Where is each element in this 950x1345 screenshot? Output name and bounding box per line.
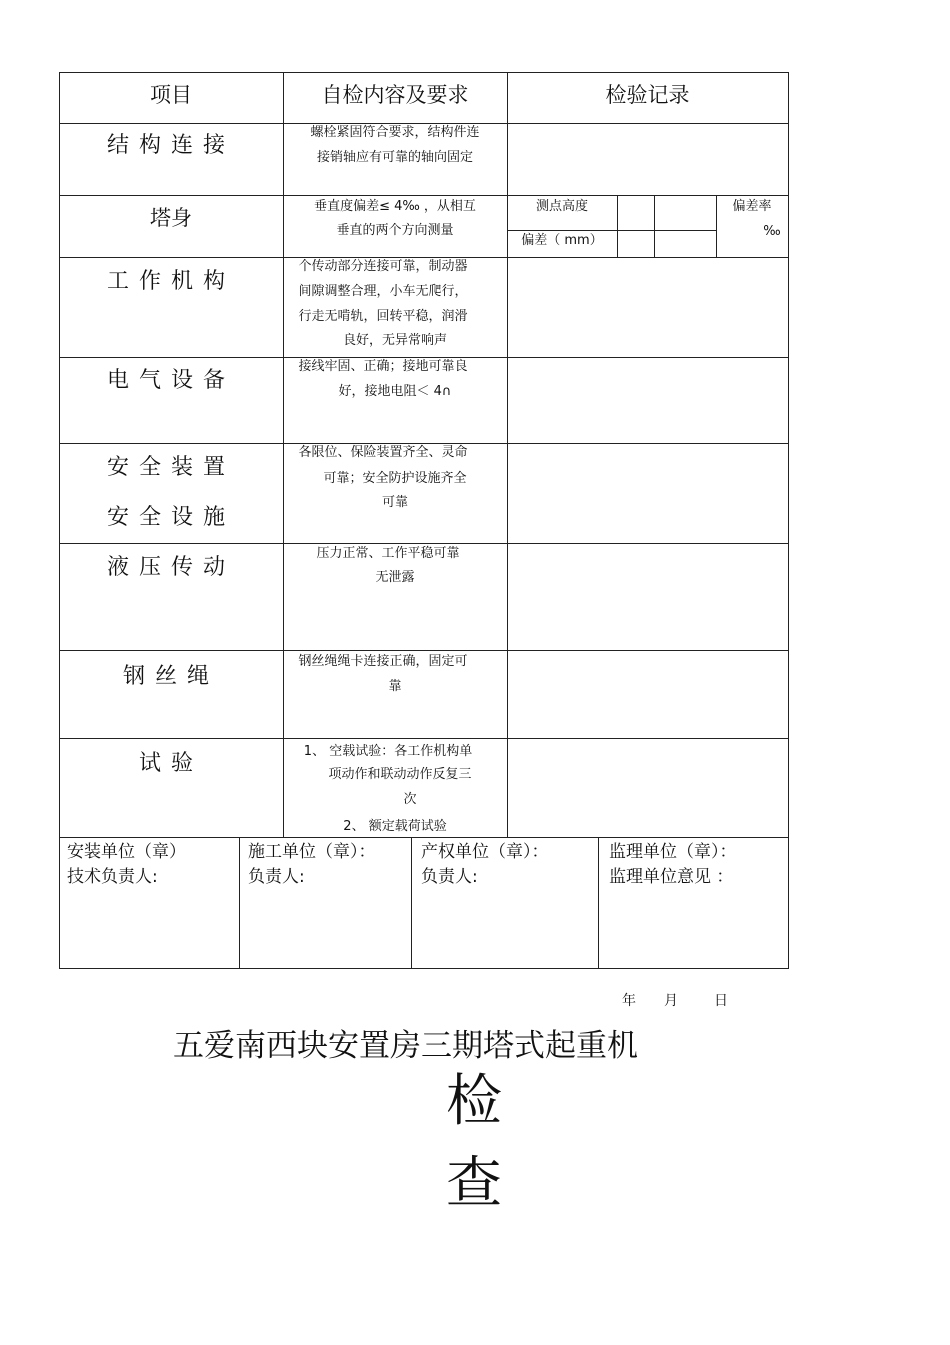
row-req-line: 2、 额定载荷试验 <box>343 819 447 834</box>
measure-cell[interactable] <box>655 196 716 230</box>
measure-height-label: 测点高度 <box>535 199 588 214</box>
row-req-line: 钢丝绳绳卡连接正确，固定可 <box>298 654 468 669</box>
title-char-cha: 查 <box>446 1151 502 1216</box>
record-cell[interactable] <box>508 444 788 543</box>
construct-person-label: 负责人: <box>248 867 305 887</box>
row-req-line: 垂直度偏差≤ 4‰ ，从相互 <box>314 199 476 214</box>
row-req-line: 1、 空载试验：各工作机构单 <box>303 744 473 759</box>
column-divider <box>239 837 240 969</box>
property-person-label: 负责人: <box>421 867 478 887</box>
install-person-label: 技术负责人: <box>67 867 158 887</box>
record-cell[interactable] <box>508 544 788 650</box>
row-req-line: 无泄露 <box>375 570 415 585</box>
deviation-cell[interactable] <box>655 231 716 257</box>
record-cell[interactable] <box>508 739 788 837</box>
row-req-line: 接线牢固、正确；接地可靠良 <box>298 359 468 374</box>
row-req-line: 可靠；安全防护设施齐全 <box>323 471 467 486</box>
deviation-cell[interactable] <box>618 231 654 257</box>
row-item-tower: 塔身 <box>150 206 192 230</box>
column-divider <box>598 837 599 969</box>
date-month: 月 <box>664 993 678 1009</box>
table-border-top <box>59 72 789 73</box>
date-day: 日 <box>714 993 728 1009</box>
row-req-line: 靠 <box>388 679 402 694</box>
header-record: 检验记录 <box>605 83 690 107</box>
row-req-line: 螺栓紧固符合要求，结构件连 <box>310 125 480 140</box>
row-item-structure: 结构连接 <box>106 133 235 158</box>
row-req-line: 可靠 <box>381 495 408 510</box>
supervise-opinion-label: 监理单位意见 ： <box>609 867 734 887</box>
header-content: 自检内容及要求 <box>321 83 469 107</box>
row-item-hydraulic: 液压传动 <box>106 555 235 580</box>
row-req-line: 压力正常、工作平稳可靠 <box>316 546 460 561</box>
row-req-line: 接销轴应有可靠的轴向固定 <box>316 150 473 165</box>
record-cell[interactable] <box>508 258 788 357</box>
deviation-mm-label: 偏差（ mm） <box>521 233 603 248</box>
row-req-line: 次 <box>403 792 417 807</box>
title-char-jian: 检 <box>446 1069 502 1134</box>
deviation-rate-label: 偏差率 <box>732 199 772 214</box>
row-item-safety-device: 安全装置 <box>106 455 235 480</box>
row-req-line: 个传动部分连接可靠，制动器 <box>298 259 468 274</box>
row-req-line: 行走无啃轨，回转平稳，润滑 <box>298 309 468 324</box>
row-req-line: 垂直的两个方向测量 <box>336 223 454 238</box>
record-cell[interactable] <box>508 358 788 443</box>
permille-unit: ‰ <box>763 224 781 239</box>
row-req-line: 各限位、保险装置齐全、灵命 <box>298 445 468 460</box>
row-item-test: 试验 <box>138 751 203 776</box>
install-unit-label: 安装单位（章） <box>67 842 186 862</box>
row-item-wire-rope: 钢丝绳 <box>122 664 219 689</box>
date-year: 年 <box>622 993 636 1009</box>
row-req-line: 好，接地电阻＜ 4∩ <box>338 384 452 399</box>
row-req-line: 间隙调整合理，小车无爬行， <box>298 284 468 299</box>
row-item-electrical: 电气设备 <box>106 368 235 393</box>
record-cell[interactable] <box>508 651 788 738</box>
construct-unit-label: 施工单位（章）： <box>248 842 376 862</box>
document-title: 五爱南西块安置房三期塔式起重机 <box>173 1028 638 1064</box>
header-item: 项目 <box>150 83 192 107</box>
table-border-right <box>788 72 789 969</box>
column-divider <box>411 837 412 969</box>
record-cell[interactable] <box>508 124 788 195</box>
property-unit-label: 产权单位（章）： <box>421 842 549 862</box>
table-border-bottom <box>59 968 789 969</box>
row-req-line: 项动作和联动动作反复三 <box>328 767 472 782</box>
row-item-safety-facility: 安全设施 <box>106 505 235 530</box>
row-req-line: 良好，无异常响声 <box>342 333 447 348</box>
supervise-unit-label: 监理单位（章）： <box>609 842 737 862</box>
row-item-working-mechanism: 工作机构 <box>106 269 235 294</box>
measure-cell[interactable] <box>618 196 654 230</box>
